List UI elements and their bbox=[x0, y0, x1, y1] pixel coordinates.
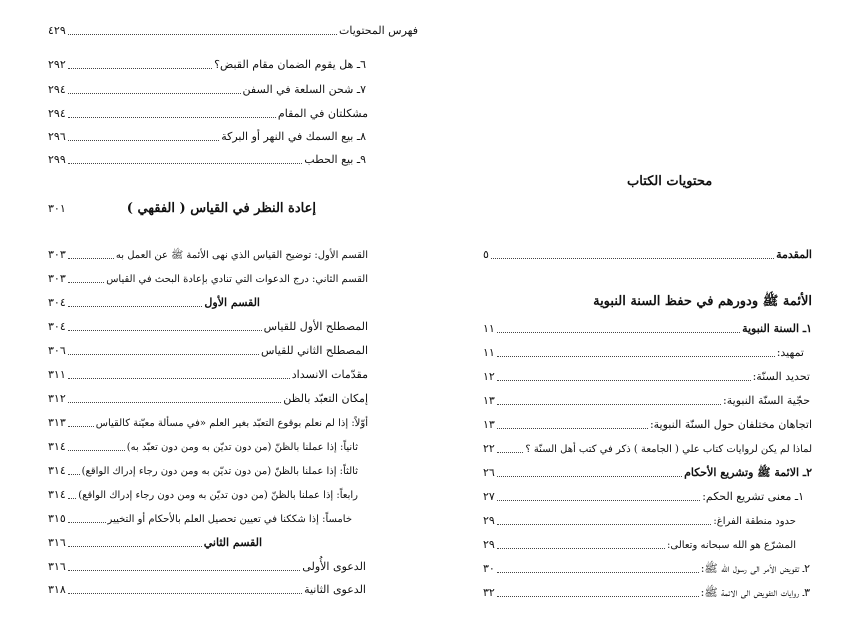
toc-entry[interactable] bbox=[48, 486, 358, 504]
leader-dots bbox=[491, 246, 774, 259]
toc-entry[interactable] bbox=[48, 462, 358, 480]
leader-dots bbox=[68, 366, 290, 379]
toc-entry-label: الدعوى الثانية bbox=[304, 583, 366, 596]
toc-entry[interactable] bbox=[483, 320, 812, 338]
toc-entry-label: ٩ـ بيع الحطب bbox=[304, 153, 366, 166]
toc-entry-page: ٥ bbox=[483, 248, 489, 261]
leader-dots bbox=[497, 416, 648, 429]
toc-entry-intro[interactable] bbox=[483, 246, 812, 264]
toc-entry[interactable] bbox=[483, 344, 804, 362]
toc-entry-page: ٢٩ bbox=[483, 538, 495, 551]
leader-dots bbox=[497, 488, 700, 501]
toc-entry-label: القسم الأول: توضيح القياس الذي نهى الأئمة ﷺ عن العمل به bbox=[115, 250, 368, 261]
leader-dots bbox=[68, 81, 241, 94]
toc-entry-page: ٣٠٤ bbox=[48, 296, 66, 309]
toc-entry[interactable] bbox=[48, 81, 366, 99]
toc-entry-page: ٢٩٤ bbox=[48, 83, 66, 96]
toc-entry[interactable] bbox=[48, 270, 368, 288]
toc-entry-label: المصطلح الأول للقياس bbox=[263, 320, 368, 333]
toc-entry[interactable] bbox=[48, 105, 368, 123]
toc-entry-label: المقدمة bbox=[776, 248, 812, 261]
toc-entry-label: رابعاً: إذا عملنا بالظنّ (من دون تديّن به ومن دون رجاء إدراك الواقع) bbox=[78, 490, 358, 501]
section-spacer bbox=[68, 199, 125, 211]
leader-dots bbox=[68, 56, 212, 69]
section-heading[interactable]: الأئمة ﷺ ودورهم في حفظ السنة النبوية bbox=[593, 294, 812, 309]
leader-dots bbox=[497, 584, 699, 597]
leader-dots bbox=[68, 128, 219, 141]
toc-entry-label: القسم الثاني: درج الدعوات التي تنادي بإعادة البحث في القياس bbox=[106, 274, 368, 285]
leader-dots bbox=[68, 390, 282, 403]
toc-entry[interactable] bbox=[48, 56, 366, 74]
toc-entry-label: لماذا لم يكن لروايات كتاب علي ( الجامعة ) ذكر في كتب أهل السنّة ؟ bbox=[525, 444, 812, 455]
toc-entry[interactable] bbox=[48, 581, 366, 599]
toc-entry-page: ٣٠٦ bbox=[48, 344, 66, 357]
toc-entry[interactable] bbox=[483, 512, 796, 530]
left-header-title: فهرس المحتويات bbox=[339, 24, 418, 37]
toc-entry-label: تمهيد: bbox=[776, 346, 804, 359]
toc-entry[interactable] bbox=[483, 440, 812, 458]
leader-dots bbox=[68, 534, 202, 547]
toc-entry-page: ٣١٥ bbox=[48, 512, 66, 525]
toc-entry-label: ٢ـ تفويض الأمر الى رسول الله ﷺ: bbox=[700, 562, 810, 575]
leader-dots bbox=[497, 440, 524, 453]
leader-dots bbox=[68, 151, 303, 164]
toc-entry-page: ٣٢ bbox=[483, 586, 495, 599]
toc-entry-page: ٣١٤ bbox=[48, 488, 66, 501]
toc-entry[interactable] bbox=[48, 151, 366, 169]
toc-entry-label: تحديد السنّة: bbox=[752, 370, 810, 383]
leader-dots bbox=[68, 581, 302, 594]
toc-entry-label: خامساً: إذا شككنا في تعيين تحصيل العلم بالأحكام أو التخيير bbox=[107, 514, 352, 525]
toc-entry[interactable] bbox=[483, 392, 810, 410]
toc-entry-page: ٣١٢ bbox=[48, 392, 66, 405]
leader-dots bbox=[497, 320, 740, 333]
toc-entry[interactable] bbox=[483, 488, 804, 506]
toc-entry-label: حجّية السنّة النبوية: bbox=[723, 394, 810, 407]
toc-entry-page: ١٢ bbox=[483, 370, 495, 383]
toc-entry[interactable] bbox=[483, 536, 796, 554]
section-heading-title: إعادة النظر في القياس ( الفقهي ) bbox=[126, 201, 316, 216]
toc-entry-page: ٢٧ bbox=[483, 490, 495, 503]
toc-entry-page: ١٣ bbox=[483, 418, 495, 431]
toc-entry-page: ٣١٤ bbox=[48, 440, 66, 453]
leader-dots bbox=[68, 318, 262, 331]
toc-entry-label: ثانياً: إذا عملنا بالظنّ (من دون تديّن به ومن دون تعبّد به) bbox=[126, 442, 358, 453]
toc-entry-page: ٣١٦ bbox=[48, 560, 66, 573]
leader-dots bbox=[497, 512, 712, 525]
toc-entry-page: ٣١٦ bbox=[48, 536, 66, 549]
toc-entry-subheading[interactable] bbox=[48, 534, 262, 552]
toc-entry-label: ٦ـ هل يقوم الضمان مقام القبض؟ bbox=[214, 58, 366, 71]
toc-entry-label: المصطلح الثاني للقياس bbox=[260, 344, 368, 357]
toc-entry-label: ٨ـ بيع السمك في النهر أو البركة bbox=[221, 130, 366, 143]
toc-entry-subheading[interactable] bbox=[48, 294, 260, 312]
toc-entry[interactable] bbox=[48, 558, 366, 576]
leader-dots bbox=[68, 270, 104, 283]
toc-entry-page: ٣٠٣ bbox=[48, 272, 66, 285]
toc-entry-label: حدود منطقة الفراغ: bbox=[713, 516, 796, 527]
toc-entry-page: ٢٩٤ bbox=[48, 107, 66, 120]
toc-entry[interactable] bbox=[48, 414, 368, 432]
toc-entry-page: ٣١٨ bbox=[48, 583, 66, 596]
toc-entry-label: القسم الأول bbox=[204, 296, 260, 309]
leader-dots bbox=[497, 536, 665, 549]
leader-dots bbox=[68, 105, 276, 118]
leader-dots bbox=[497, 368, 751, 381]
toc-entry[interactable] bbox=[48, 342, 368, 360]
leader-dots bbox=[68, 294, 203, 307]
toc-entry[interactable] bbox=[48, 128, 366, 146]
toc-entry-page: ٣١٤ bbox=[48, 464, 66, 477]
toc-entry-label: مقدّمات الانسداد bbox=[291, 368, 368, 381]
toc-entry[interactable] bbox=[48, 510, 352, 528]
book-contents-title: محتويات الكتاب bbox=[627, 174, 713, 189]
toc-entry[interactable] bbox=[483, 368, 810, 386]
toc-entry-label: أوّلاً: إذا لم نعلم بوقوع التعبّد بغير العلم «في مسألة معيّنة كالقياس bbox=[95, 418, 368, 429]
toc-entry[interactable] bbox=[48, 366, 368, 384]
leader-dots bbox=[68, 486, 77, 499]
toc-entry-page: ٣١١ bbox=[48, 368, 66, 381]
toc-entry-label: ٢ـ الائمة ﷺ وتشريع الأحكام bbox=[684, 466, 812, 479]
toc-entry[interactable] bbox=[483, 416, 812, 434]
toc-entry-label: الدعوى الأُولى bbox=[302, 560, 366, 573]
toc-entry-label: اتجاهان مختلفان حول السنّة النبوية: bbox=[649, 418, 812, 431]
toc-entry-page: ١٣ bbox=[483, 394, 495, 407]
leader-dots bbox=[497, 344, 775, 357]
toc-entry-page: ٢٩٦ bbox=[48, 130, 66, 143]
left-header-page: ٤٢٩ bbox=[48, 24, 66, 37]
toc-entry-label: مشكلتان في المقام bbox=[277, 107, 368, 120]
left-header bbox=[48, 22, 418, 40]
toc-entry[interactable] bbox=[48, 318, 368, 336]
toc-entry-page: ٢٦ bbox=[483, 466, 495, 479]
toc-entry-page: ٣٠٣ bbox=[48, 248, 66, 261]
leader-dots bbox=[68, 246, 114, 259]
leader-dots bbox=[497, 560, 699, 573]
toc-entry-label: المشرّع هو الله سبحانه وتعالى: bbox=[667, 540, 796, 551]
toc-entry-label: القسم الثاني bbox=[203, 536, 262, 549]
toc-entry[interactable] bbox=[48, 438, 358, 456]
toc-entry-label: ٧ـ شحن السلعة في السفن bbox=[242, 83, 366, 96]
toc-entry[interactable] bbox=[48, 390, 368, 408]
leader-dots bbox=[68, 510, 106, 523]
toc-entry-page: ١١ bbox=[483, 322, 495, 335]
toc-entry-page: ٢٩ bbox=[483, 514, 495, 527]
toc-entry-page: ٢٩٢ bbox=[48, 58, 66, 71]
leader-dots bbox=[497, 392, 721, 405]
toc-entry-page: ٣٠ bbox=[483, 562, 495, 575]
toc-entry-page: ٢٢ bbox=[483, 442, 495, 455]
toc-entry-page: ٣١٣ bbox=[48, 416, 66, 429]
right-page bbox=[431, 0, 862, 639]
toc-entry[interactable] bbox=[483, 464, 812, 482]
leader-dots bbox=[68, 558, 301, 571]
toc-entry-label: ١ـ معنى تشريع الحكم: bbox=[702, 490, 804, 503]
toc-entry[interactable] bbox=[483, 584, 810, 602]
toc-entry-label: ٣ـ روايات التفويض الى الائمة ﷺ: bbox=[700, 586, 810, 599]
toc-entry-label: ١ـ السنة النبوية bbox=[742, 322, 812, 335]
toc-entry-label: ثالثاً: إذا عملنا بالظنّ (من دون تديّن به ومن دون رجاء إدراك الواقع) bbox=[81, 466, 358, 477]
leader-dots bbox=[68, 462, 80, 475]
toc-entry-label: إمكان التعبّد بالظن bbox=[283, 392, 368, 405]
leader-dots bbox=[68, 438, 125, 451]
toc-entry[interactable] bbox=[48, 246, 368, 264]
toc-entry-page: ٢٩٩ bbox=[48, 153, 66, 166]
leader-dots bbox=[68, 22, 337, 35]
leader-dots bbox=[68, 414, 94, 427]
section-heading-page: ٣٠١ bbox=[48, 202, 66, 215]
toc-entry[interactable] bbox=[483, 560, 810, 578]
toc-entry-page: ٣٠٤ bbox=[48, 320, 66, 333]
toc-entry-page: ١١ bbox=[483, 346, 495, 359]
section-heading[interactable] bbox=[48, 199, 316, 219]
leader-dots bbox=[497, 464, 682, 477]
leader-dots bbox=[68, 342, 259, 355]
